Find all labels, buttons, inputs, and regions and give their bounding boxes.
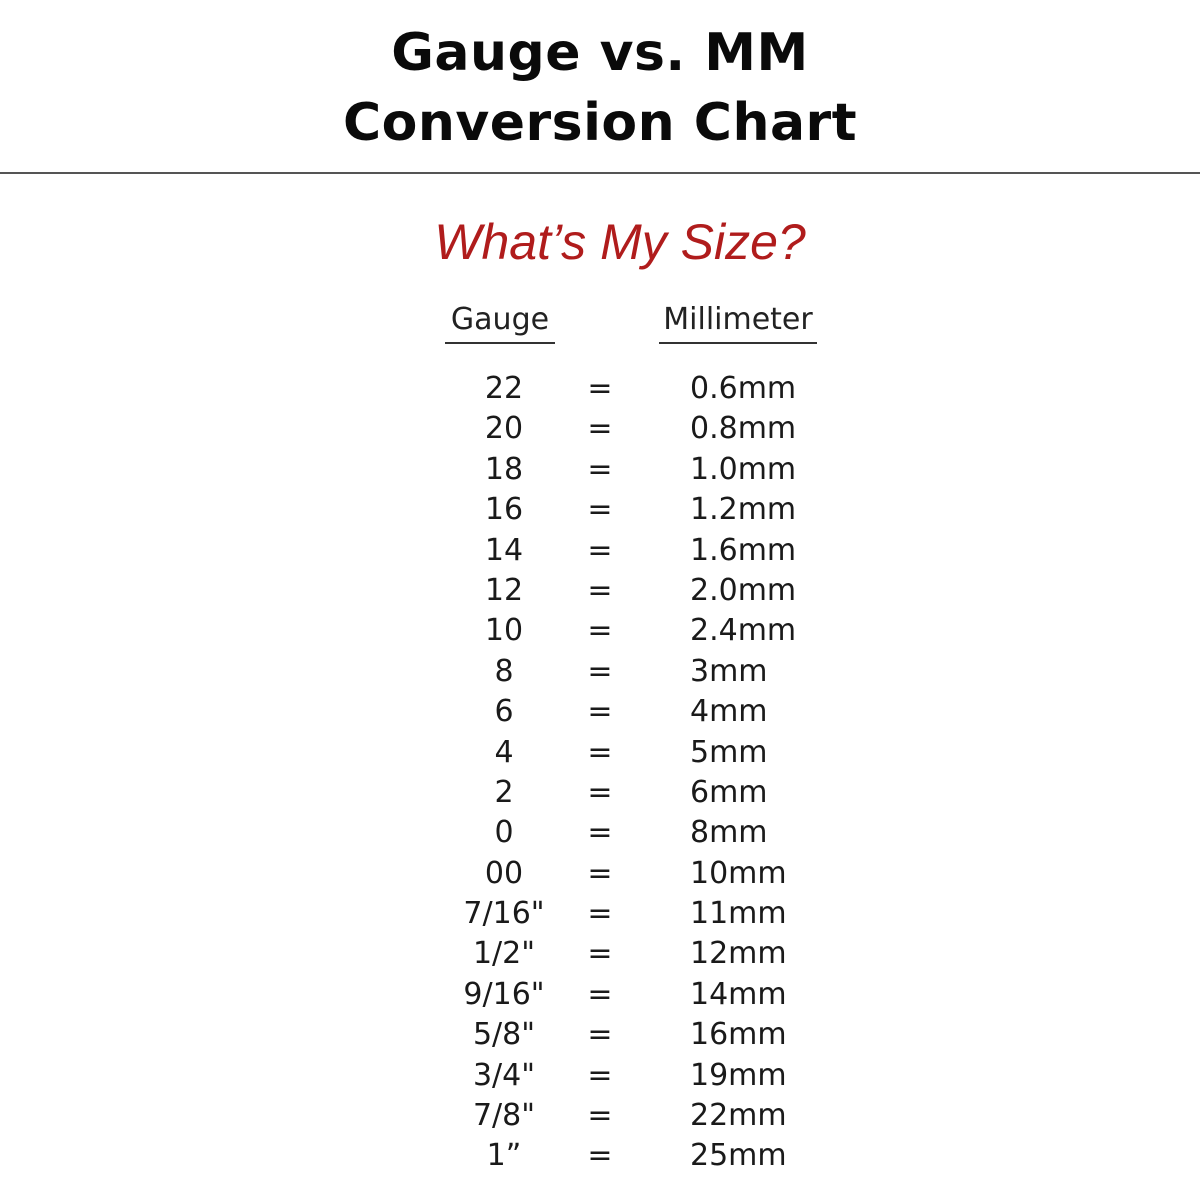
table-row xyxy=(0,692,1200,732)
gauge-value: 20 xyxy=(484,411,524,447)
gauge-value: 8 xyxy=(494,653,514,689)
millimeter-value: 8mm xyxy=(690,815,768,851)
gauge-value: 18 xyxy=(484,451,524,487)
page-header xyxy=(0,18,1200,158)
gauge-value: 1” xyxy=(486,1138,522,1174)
table-row xyxy=(0,854,1200,894)
equals-sign: = xyxy=(587,1138,613,1174)
table-row xyxy=(0,1015,1200,1055)
header-divider xyxy=(0,172,1200,174)
equals-sign: = xyxy=(587,613,613,649)
gauge-value: 7/8" xyxy=(472,1098,536,1134)
equals-sign: = xyxy=(587,1098,613,1134)
millimeter-value: 19mm xyxy=(690,1057,787,1093)
gauge-value: 22 xyxy=(484,371,524,406)
table-row xyxy=(0,369,1200,409)
equals-sign: = xyxy=(587,896,613,932)
equals-sign: = xyxy=(587,653,613,689)
table-row xyxy=(0,652,1200,692)
table-row xyxy=(0,571,1200,611)
table-row xyxy=(0,813,1200,853)
equals-sign: = xyxy=(587,1057,613,1093)
page-title-line-2: Conversion Chart xyxy=(342,93,858,153)
equals-sign: = xyxy=(587,371,613,406)
column-header-millimeter: Millimeter xyxy=(659,300,817,344)
table-row xyxy=(0,1056,1200,1096)
gauge-value: 5/8" xyxy=(472,1017,536,1053)
equals-sign: = xyxy=(587,815,613,851)
millimeter-value: 16mm xyxy=(690,1017,787,1053)
table-row xyxy=(0,1096,1200,1136)
millimeter-value: 11mm xyxy=(690,896,787,932)
gauge-value: 4 xyxy=(494,734,514,770)
equals-sign: = xyxy=(587,451,613,487)
equals-sign: = xyxy=(587,1017,613,1053)
table-row xyxy=(0,975,1200,1015)
millimeter-value: 1.0mm xyxy=(690,451,797,487)
equals-sign: = xyxy=(587,936,613,972)
table-row xyxy=(0,934,1200,974)
gauge-value: 0 xyxy=(494,815,514,851)
millimeter-value: 22mm xyxy=(690,1098,787,1134)
gauge-value: 3/4" xyxy=(472,1057,536,1093)
equals-sign: = xyxy=(587,532,613,568)
table-row xyxy=(0,773,1200,813)
gauge-value: 2 xyxy=(494,774,514,810)
table-row xyxy=(0,733,1200,773)
millimeter-value: 10mm xyxy=(690,855,787,891)
millimeter-value: 0.8mm xyxy=(690,411,797,447)
gauge-value: 9/16" xyxy=(463,976,545,1012)
millimeter-value: 0.6mm xyxy=(690,371,797,406)
page-subtitle: What’s My Size? xyxy=(434,214,806,270)
millimeter-value: 3mm xyxy=(690,653,768,689)
conversion-table xyxy=(0,369,1200,1177)
equals-sign: = xyxy=(587,976,613,1012)
gauge-value: 00 xyxy=(484,855,524,891)
gauge-value: 16 xyxy=(484,492,524,528)
millimeter-value: 2.4mm xyxy=(690,613,797,649)
table-row xyxy=(0,531,1200,571)
gauge-value: 12 xyxy=(484,572,524,608)
gauge-value: 7/16" xyxy=(463,896,545,932)
millimeter-value: 12mm xyxy=(690,936,787,972)
millimeter-value: 14mm xyxy=(690,976,787,1012)
millimeter-value: 25mm xyxy=(690,1138,787,1174)
millimeter-value: 2.0mm xyxy=(690,572,797,608)
millimeter-value: 6mm xyxy=(690,774,768,810)
gauge-value: 14 xyxy=(484,532,524,568)
table-row xyxy=(0,611,1200,651)
table-row xyxy=(0,894,1200,934)
equals-sign: = xyxy=(587,774,613,810)
equals-sign: = xyxy=(587,572,613,608)
page-title-line-1: Gauge vs. MM xyxy=(391,23,809,83)
gauge-value: 6 xyxy=(494,694,514,730)
equals-sign: = xyxy=(587,855,613,891)
millimeter-value: 1.6mm xyxy=(690,532,797,568)
millimeter-value: 4mm xyxy=(690,694,768,730)
equals-sign: = xyxy=(587,492,613,528)
column-header-gauge: Gauge xyxy=(445,300,555,344)
table-row xyxy=(0,409,1200,449)
equals-sign: = xyxy=(587,411,613,447)
table-row xyxy=(0,490,1200,530)
equals-sign: = xyxy=(587,694,613,730)
gauge-value: 1/2" xyxy=(472,936,536,972)
table-row xyxy=(0,450,1200,490)
millimeter-value: 5mm xyxy=(690,734,768,770)
table-row xyxy=(0,1136,1200,1176)
millimeter-value: 1.2mm xyxy=(690,492,797,528)
equals-sign: = xyxy=(587,734,613,770)
gauge-value: 10 xyxy=(484,613,524,649)
